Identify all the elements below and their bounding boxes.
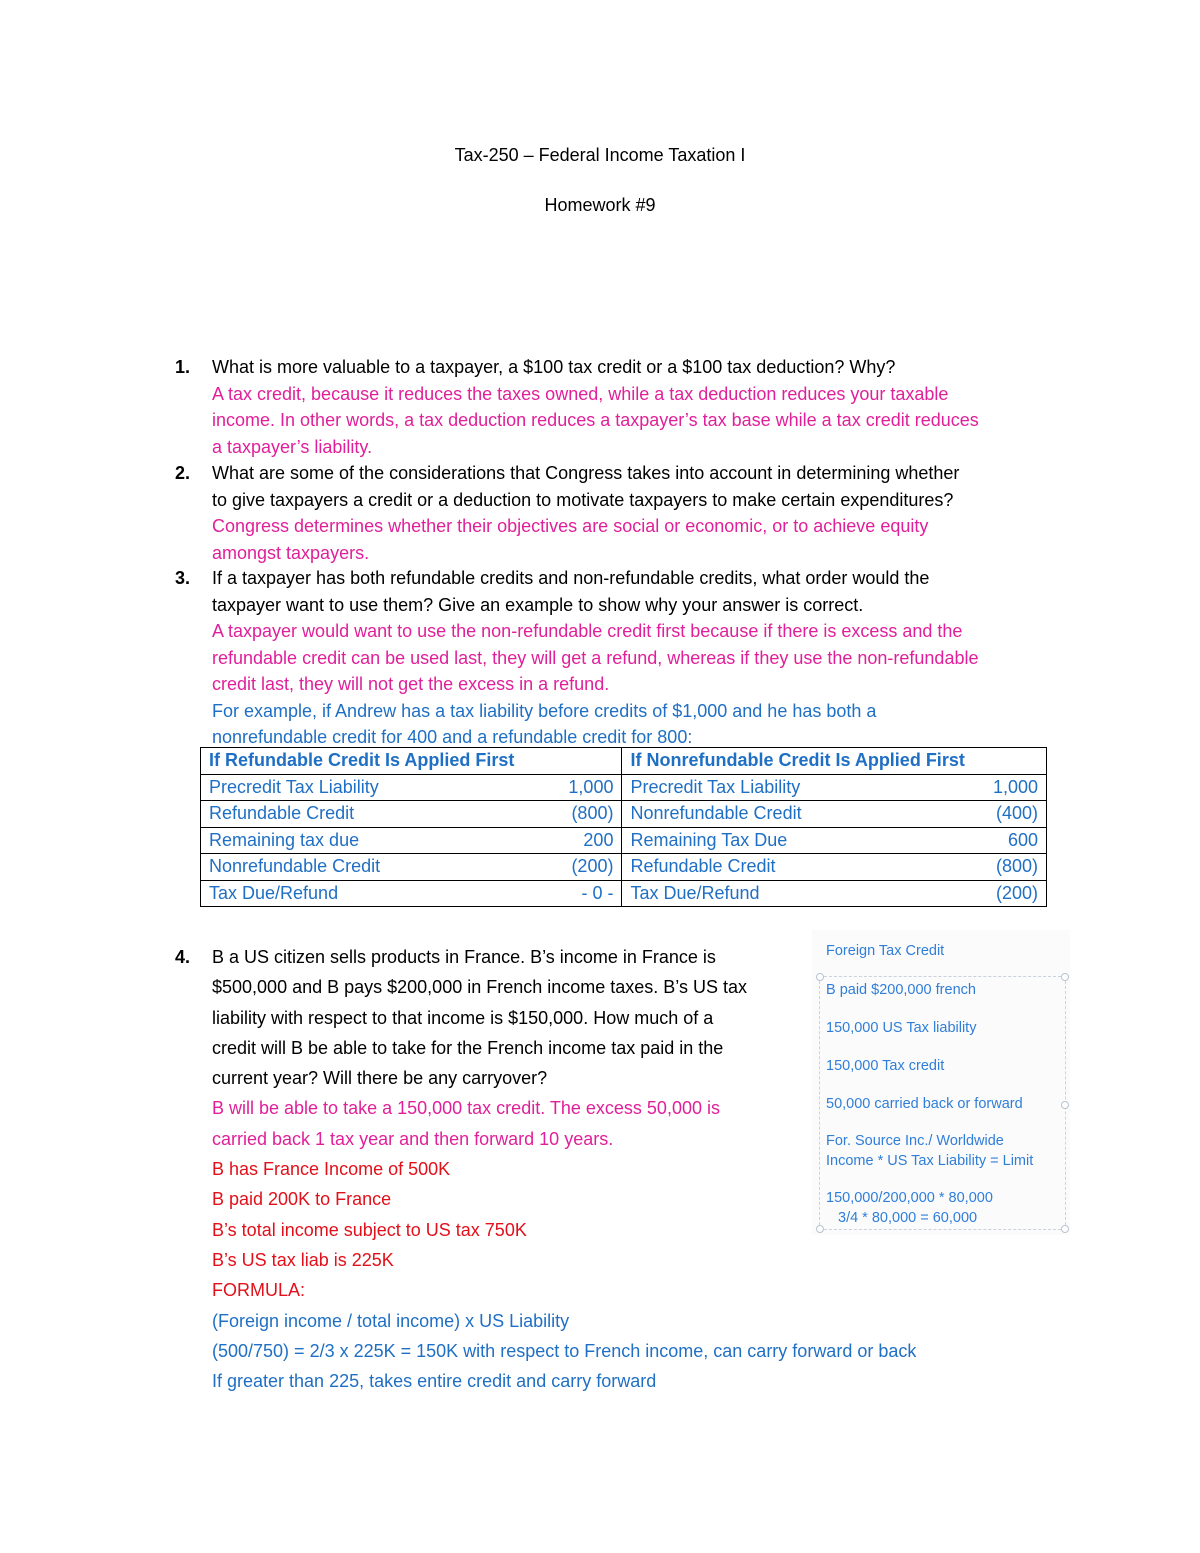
answer-text: B will be able to take a 150,000 tax credit. The excess 50,000 is xyxy=(212,1098,720,1119)
table-header-row xyxy=(201,748,1047,775)
table-row xyxy=(201,774,1047,801)
foreign-tax-credit-note xyxy=(812,930,1070,1235)
table-cell: Precredit Tax Liability xyxy=(201,774,500,801)
question-text: current year? Will there be any carryover? xyxy=(212,1068,548,1089)
table-cell: (800) xyxy=(500,801,622,828)
question-text: taxpayer want to use them? Give an example to show why your answer is correct. xyxy=(212,594,864,615)
resize-handle xyxy=(1061,1101,1069,1109)
note-line: For. Source Inc./ Worldwide xyxy=(826,1133,1004,1149)
work-line: B paid 200K to France xyxy=(212,1189,392,1210)
question-number: 4. xyxy=(175,947,191,967)
work-line: B’s total income subject to US tax 750K xyxy=(212,1219,527,1240)
table-row xyxy=(201,854,1047,881)
table-cell: 600 xyxy=(923,827,1047,854)
note-line: B paid $200,000 french xyxy=(826,982,976,998)
credit-order-table xyxy=(200,747,1047,907)
document-title: Tax-250 – Federal Income Taxation I xyxy=(454,145,746,165)
question-text: $500,000 and B pays $200,000 in French income taxes. B’s US tax xyxy=(212,977,747,998)
answer-text: A taxpayer would want to use the non-refundable credit first because if there is excess and the xyxy=(212,621,963,641)
question-1 xyxy=(175,354,1065,460)
table-row xyxy=(201,827,1047,854)
table-cell: Refundable Credit xyxy=(622,854,923,881)
answer-text: A tax credit, because it reduces the taxes owned, while a tax deduction reduces your taxable xyxy=(212,383,949,404)
question-3 xyxy=(175,565,1065,751)
note-line: 3/4 * 80,000 = 60,000 xyxy=(838,1210,978,1226)
table-cell: 1,000 xyxy=(500,774,622,801)
table-cell: Precredit Tax Liability xyxy=(622,774,923,801)
example-text: nonrefundable credit for 400 and a refundable credit for 800: xyxy=(212,727,693,747)
question-text: to give taxpayers a credit or a deduction to motivate taxpayers to make certain expenditures? xyxy=(212,489,954,510)
table-cell: Remaining Tax Due xyxy=(622,827,923,854)
resize-handle xyxy=(1061,973,1069,981)
table-row xyxy=(201,801,1047,828)
table-cell: (200) xyxy=(923,880,1047,907)
table-header-cell: If Refundable Credit Is Applied First xyxy=(201,748,622,775)
table-cell: Remaining tax due xyxy=(201,827,500,854)
table-cell: (800) xyxy=(923,854,1047,881)
table-cell: Nonrefundable Credit xyxy=(201,854,500,881)
table-cell: - 0 - xyxy=(500,880,622,907)
formula-label: FORMULA: xyxy=(212,1280,306,1301)
note-line: Income * US Tax Liability = Limit xyxy=(826,1153,1034,1169)
formula-line: (Foreign income / total income) x US Liability xyxy=(212,1310,570,1331)
formula-line: If greater than 225, takes entire credit and carry forward xyxy=(212,1371,657,1392)
table-cell: Tax Due/Refund xyxy=(201,880,500,907)
note-title: Foreign Tax Credit xyxy=(826,943,945,959)
example-text: For example, if Andrew has a tax liability before credits of $1,000 and he has both a xyxy=(212,700,877,721)
answer-text: credit last, they will not get the excess in a refund. xyxy=(212,674,610,694)
answer-text: amongst taxpayers. xyxy=(212,542,370,563)
work-line: B has France Income of 500K xyxy=(212,1159,451,1180)
answer-text: income. In other words, a tax deduction reduces a taxpayer’s tax base while a tax credit reduces xyxy=(212,410,979,430)
resize-handle xyxy=(816,973,824,981)
table-cell: Refundable Credit xyxy=(201,801,500,828)
note-line: 150,000 US Tax liability xyxy=(826,1020,977,1036)
table-cell: 1,000 xyxy=(923,774,1047,801)
question-number: 1. xyxy=(175,357,191,377)
question-text: liability with respect to that income is $150,000. How much of a xyxy=(212,1007,714,1028)
question-number: 2. xyxy=(175,463,191,483)
question-2 xyxy=(175,460,1065,566)
question-number: 3. xyxy=(175,568,191,588)
note-line: 50,000 carried back or forward xyxy=(826,1096,1023,1112)
answer-text: refundable credit can be used last, they will get a refund, whereas if they use the non-refundable xyxy=(212,647,979,668)
work-line: B’s US tax liab is 225K xyxy=(212,1249,394,1270)
formula-line: (500/750) = 2/3 x 225K = 150K with respect to French income, can carry forward or back xyxy=(212,1340,917,1361)
table-cell: Tax Due/Refund xyxy=(622,880,923,907)
table-header-cell: If Nonrefundable Credit Is Applied First xyxy=(622,748,1047,775)
question-text: What are some of the considerations that Congress takes into account in determining whether xyxy=(212,463,960,483)
table-cell: (200) xyxy=(500,854,622,881)
table-cell: Nonrefundable Credit xyxy=(622,801,923,828)
answer-text: a taxpayer’s liability. xyxy=(212,436,373,457)
resize-handle xyxy=(1061,1225,1069,1233)
table-cell: (400) xyxy=(923,801,1047,828)
question-text: B a US citizen sells products in France. B’s income in France is xyxy=(212,947,716,967)
note-line: 150,000 Tax credit xyxy=(826,1058,945,1074)
table-cell: 200 xyxy=(500,827,622,854)
question-text: credit will B be able to take for the French income tax paid in the xyxy=(212,1037,724,1058)
question-text: If a taxpayer has both refundable credits and non-refundable credits, what order would the xyxy=(212,568,930,588)
table-row xyxy=(201,880,1047,907)
answer-text: Congress determines whether their objectives are social or economic, or to achieve equity xyxy=(212,516,929,536)
note-line: 150,000/200,000 * 80,000 xyxy=(826,1190,993,1206)
resize-handle xyxy=(816,1225,824,1233)
document-subtitle: Homework #9 xyxy=(544,195,656,215)
question-text: What is more valuable to a taxpayer, a $100 tax credit or a $100 tax deduction? Why? xyxy=(212,357,896,377)
answer-text: carried back 1 tax year and then forward 10 years. xyxy=(212,1128,614,1149)
